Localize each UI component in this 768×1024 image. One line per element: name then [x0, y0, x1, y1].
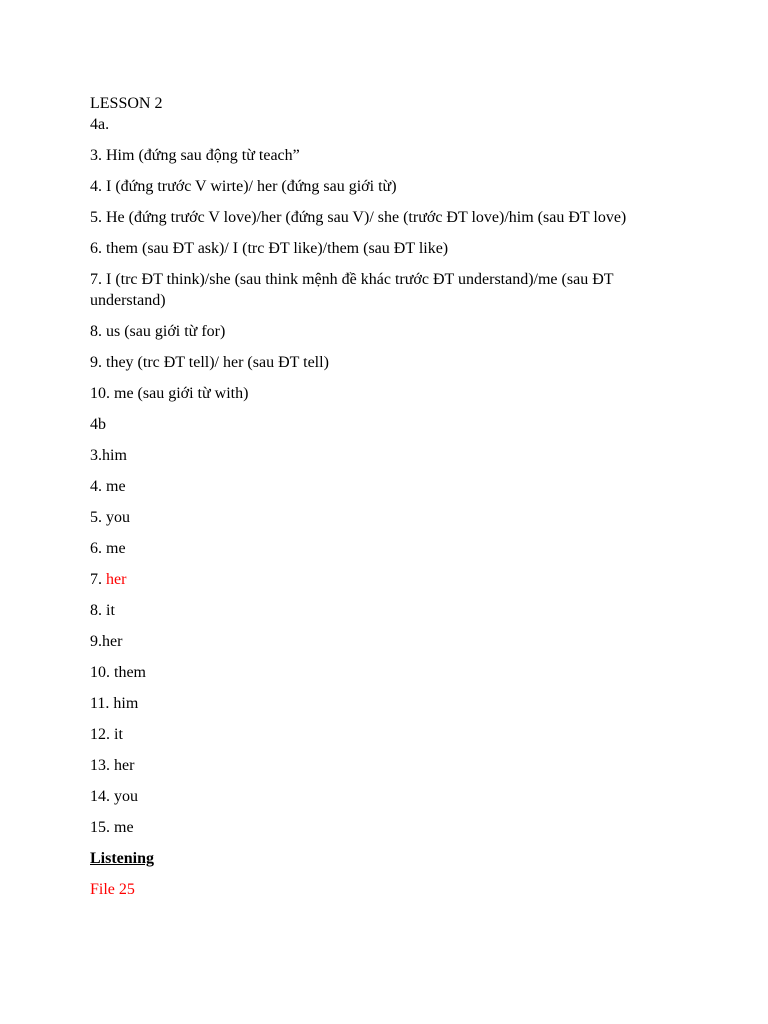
- answer-4b-7-number: 7.: [90, 571, 106, 588]
- answer-4b-3: 3.him: [90, 447, 127, 464]
- answer-4a-3: 3. Him (đứng sau động từ teach”: [90, 147, 300, 164]
- file-label: File 25: [90, 881, 135, 898]
- answer-4b-14: 14. you: [90, 788, 138, 805]
- answer-4a-8: 8. us (sau giới từ for): [90, 323, 226, 340]
- answer-4b-8: 8. it: [90, 602, 115, 619]
- answer-4a-6: 6. them (sau ĐT ask)/ I (trc ĐT like)/them (sau ĐT like): [90, 240, 449, 257]
- answer-4b-12: 12. it: [90, 726, 123, 743]
- section-4a-label: 4a.: [90, 116, 110, 133]
- answer-4a-4: 4. I (đứng trước V wirte)/ her (đứng sau giới từ): [90, 178, 397, 195]
- answer-4b-11: 11. him: [90, 695, 139, 712]
- answer-4a-10: 10. me (sau giới từ with): [90, 385, 249, 402]
- answer-4b-9: 9.her: [90, 633, 123, 650]
- lesson-title: LESSON 2: [90, 95, 163, 112]
- answer-4b-13: 13. her: [90, 757, 135, 774]
- answer-4b-5: 5. you: [90, 509, 130, 526]
- answer-4b-10: 10. them: [90, 664, 146, 681]
- answer-4a-5: 5. He (đứng trước V love)/her (đứng sau V)/ she (trước ĐT love)/him (sau ĐT love): [90, 209, 627, 226]
- answer-4b-7: [90, 569, 650, 590]
- answer-4a-7: 7. I (trc ĐT think)/she (sau think mệnh đề khác trước ĐT understand)/me (sau ĐT understand): [90, 271, 614, 309]
- document-body: [90, 93, 650, 910]
- answer-4b-4: 4. me: [90, 478, 126, 495]
- answer-4a-9: 9. they (trc ĐT tell)/ her (sau ĐT tell): [90, 354, 329, 371]
- section-4b-label: 4b: [90, 416, 106, 433]
- answer-4b-6: 6. me: [90, 540, 126, 557]
- answer-4b-15: 15. me: [90, 819, 134, 836]
- answer-4b-7-highlighted-answer: her: [106, 571, 127, 588]
- listening-heading: Listening: [90, 850, 155, 867]
